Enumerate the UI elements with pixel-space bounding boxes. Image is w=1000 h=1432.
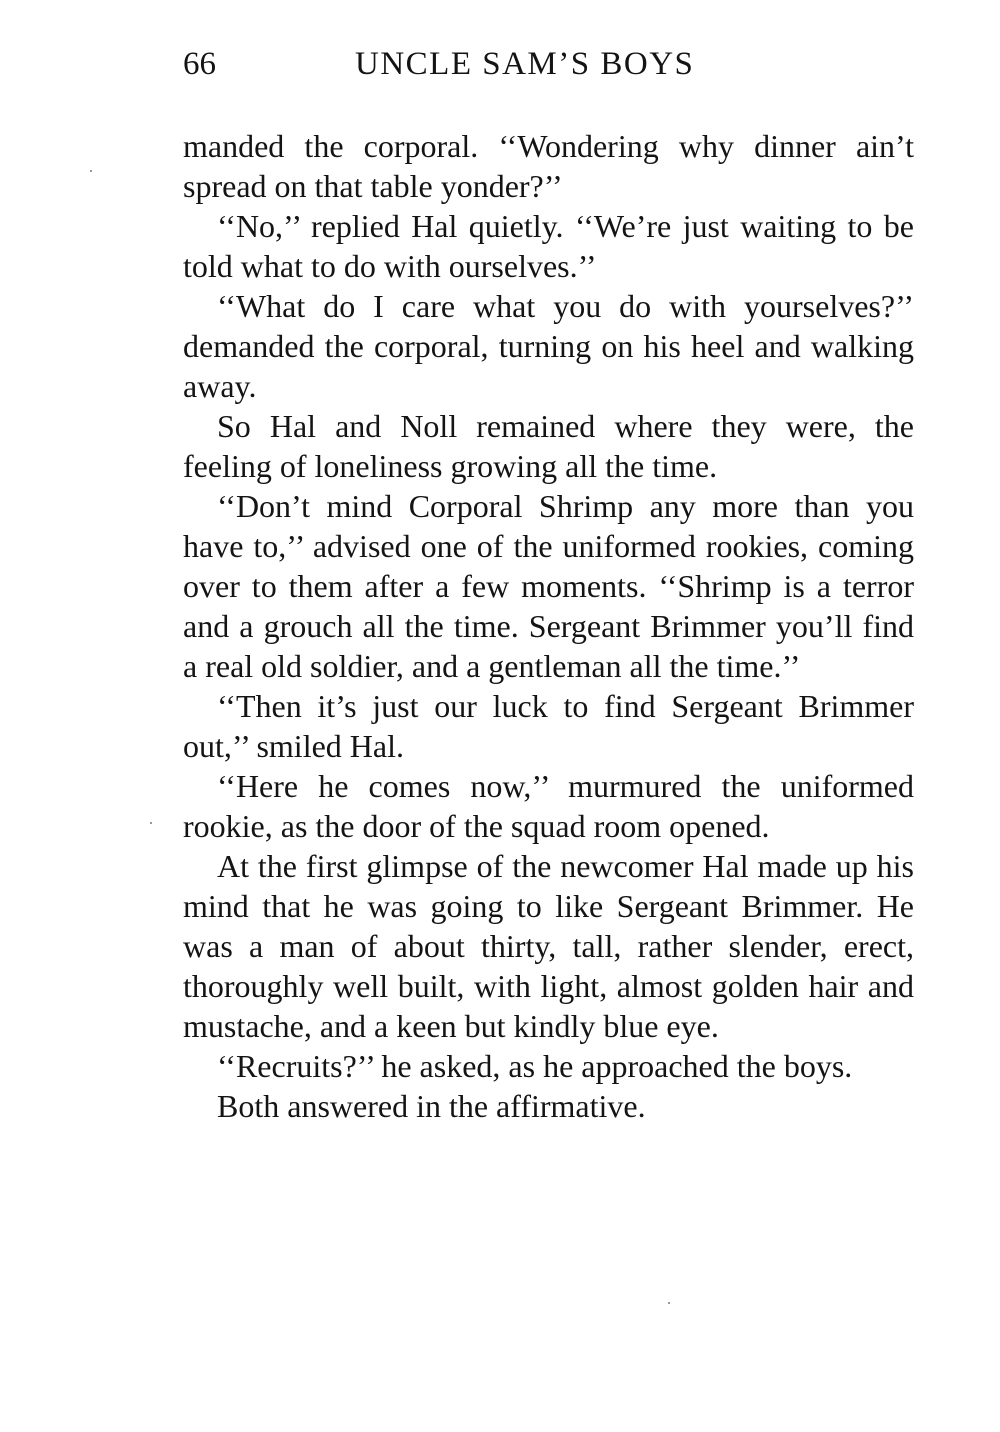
- paragraph: So Hal and Noll remained where they were, the feeling of loneliness growing all the time.: [183, 408, 914, 484]
- paragraph: ‘‘Here he comes now,’’ murmured the uniformed rookie, as the door of the squad room opened.: [183, 768, 914, 844]
- page-number: 66: [183, 46, 216, 82]
- paragraph: manded the corporal. ‘‘Wondering why dinner ain’t spread on that table yonder?’’: [183, 128, 914, 204]
- paragraph: ‘‘Don’t mind Corporal Shrimp any more than you have to,’’ advised one of the uniformed rookies, coming over to them after a few moments. ‘‘Shrimp is a terror and a grouch all the time. Sergeant Brimmer you’ll find a real old soldier, and a gentleman all the time.’’: [183, 488, 914, 684]
- scan-speck: [150, 822, 152, 824]
- scan-speck: [90, 170, 92, 172]
- paragraph: ‘‘Then it’s just our luck to find Sergeant Brimmer out,’’ smiled Hal.: [183, 688, 914, 764]
- scan-speck: [668, 1302, 670, 1304]
- paragraph: ‘‘No,’’ replied Hal quietly. ‘‘We’re just waiting to be told what to do with ourselves.’’: [183, 208, 914, 284]
- paragraph: ‘‘Recruits?’’ he asked, as he approached the boys.: [217, 1048, 853, 1084]
- paragraph: At the first glimpse of the newcomer Hal made up his mind that he was going to like Sergeant Brimmer. He was a man of about thirty, tall, rather slender, erect, thoroughly well built, with light, almost golden hair and mustache, and a keen but kindly blue eye.: [183, 848, 914, 1044]
- running-title: UNCLE SAM’S BOYS: [355, 46, 695, 82]
- body-text: [183, 126, 914, 1126]
- paragraph: Both answered in the affirmative.: [217, 1088, 646, 1124]
- paragraph: ‘‘What do I care what you do with yourselves?’’ demanded the corporal, turning on his heel and walking away.: [183, 288, 914, 404]
- running-head: [183, 42, 743, 86]
